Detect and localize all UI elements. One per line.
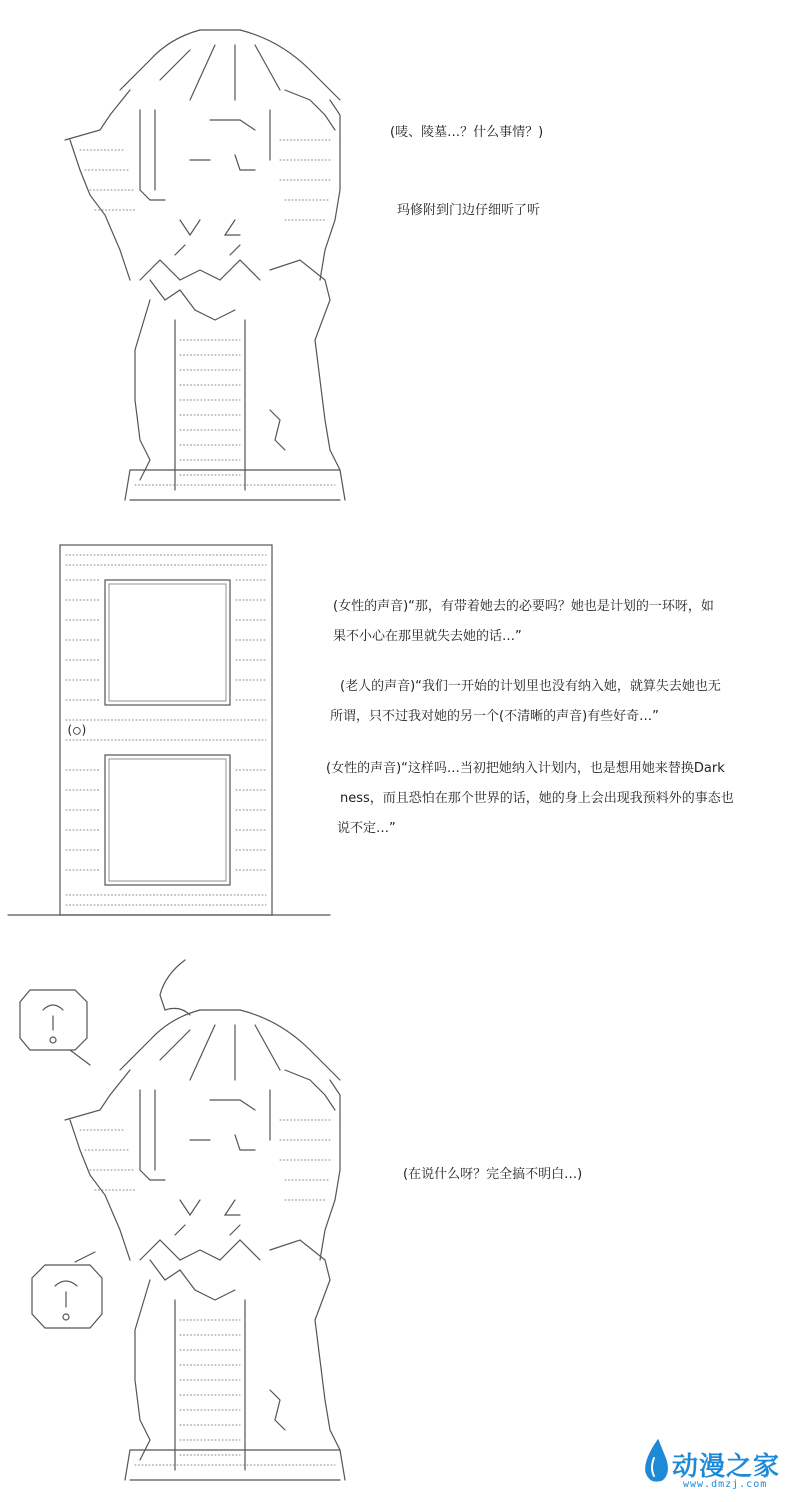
dialogue-line-3a: (女性的声音)“这样吗…当初把她纳入计划内，也是想用她来替换Dark	[326, 761, 725, 776]
character-figure-bottom	[40, 950, 360, 1500]
character-figure-top	[40, 20, 360, 520]
door	[8, 540, 333, 925]
watermark-logo: 动漫之家	[672, 1452, 781, 1482]
droplet-logo-icon	[640, 1438, 672, 1486]
door-knob: (◯)	[66, 723, 88, 737]
watermark-url: www.dmzj.com	[683, 1479, 768, 1490]
dialogue-line-1b: 果不小心在那里就失去她的话…”	[333, 629, 522, 644]
dialogue-line-3b: ness，而且恐怕在那个世界的话，她的身上会出现我预料外的事态也	[340, 791, 734, 806]
thought-text-bottom: (在说什么呀？完全搞不明白…)	[403, 1167, 583, 1182]
dialogue-line-1a: (女性的声音)“那，有带着她去的必要吗？她也是计划的一环呀，如	[333, 599, 714, 614]
dialogue-line-3c: 说不定…”	[337, 821, 396, 836]
narration-text: 玛修附到门边仔细听了听	[397, 203, 541, 218]
thought-text: (唛、陵墓…？什么事情？)	[390, 125, 544, 140]
dialogue-line-2b: 所谓，只不过我对她的另一个(不清晰的声音)有些好奇…”	[330, 709, 659, 724]
dialogue-line-2a: (老人的声音)“我们一开始的计划里也没有纳入她，就算失去她也无	[340, 679, 721, 694]
